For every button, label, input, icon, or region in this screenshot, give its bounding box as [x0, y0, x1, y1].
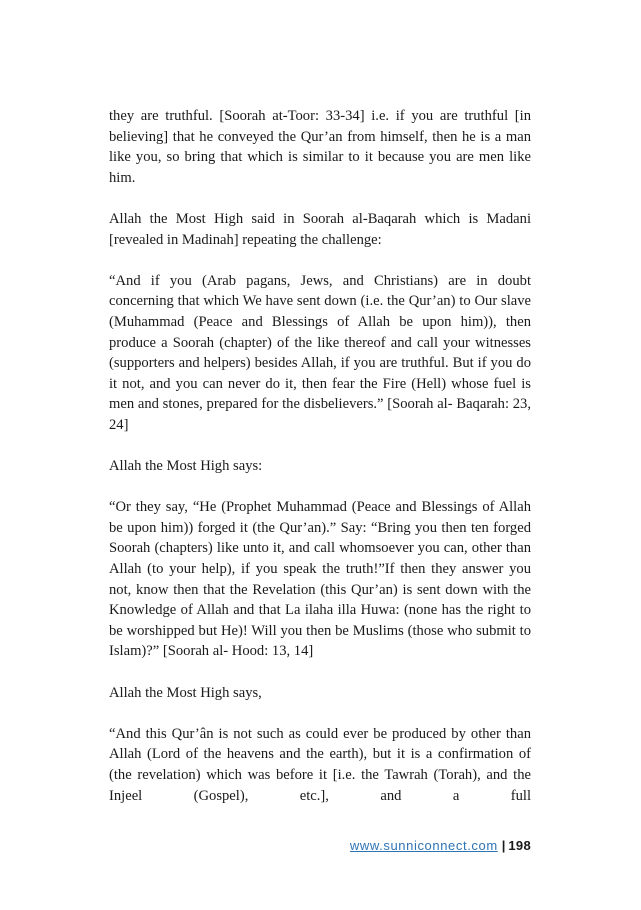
- paragraph-hood-intro: Allah the Most High says:: [109, 458, 263, 475]
- quote-yunus: “And this Qur’ân is not such as could ever be produced by other than Allah (Lord of the heavens and the earth), but it is a confirmation of (the revelation) which was before it [i.e. the Tawrah (Torah), and the Injeel (Gospel), etc.], and a full: [109, 725, 531, 804]
- page-body: [109, 106, 531, 827]
- paragraph-baqarah-intro: Allah the Most High said in Soorah al-Baqarah which is Madani [revealed in Madinah] repeating the challenge:: [109, 210, 531, 248]
- page-footer: [350, 838, 531, 854]
- website-link[interactable]: www.sunniconnect.com: [349, 838, 498, 853]
- footer-separator: |: [501, 838, 506, 853]
- quote-hood: “Or they say, “He (Prophet Muhammad (Peace and Blessings of Allah be upon him)) forged it (the Qur’an).” Say: “Bring you then ten forged Soorah (chapters) like unto it, and call whomsoever you can, other than Allah (to your help), if you speak the truth!”If then they answer you not, know then that the Revelation (this Qur’an) is sent down with the Knowledge of Allah and that La ilaha illa Huwa: (none has the right to be worshipped but He)! Will you then be Muslims (those who submit to Islam)?” [Soorah al- Hood: 13, 14]: [109, 499, 531, 660]
- page-number: 198: [508, 838, 531, 853]
- paragraph-yunus-intro: Allah the Most High says,: [109, 684, 262, 701]
- quote-baqarah: “And if you (Arab pagans, Jews, and Christians) are in doubt concerning that which We have sent down (i.e. the Qur’an) to Our slave (Muhammad (Peace and Blessings of Allah be upon him)), then produce a Soorah (chapter) of the like thereof and call your witnesses (supporters and helpers) besides Allah, if you are truthful. But if you do it not, and you can never do it, then fear the Fire (Hell) whose fuel is men and stones, prepared for the disbelievers.” [Soorah al- Baqarah: 23, 24]: [109, 272, 531, 433]
- paragraph-continuation: they are truthful. [Soorah at-Toor: 33-34] i.e. if you are truthful [in believing] that he conveyed the Qur’an from himself, then he is a man like you, so bring that which is similar to it because you are men like him.: [109, 108, 531, 186]
